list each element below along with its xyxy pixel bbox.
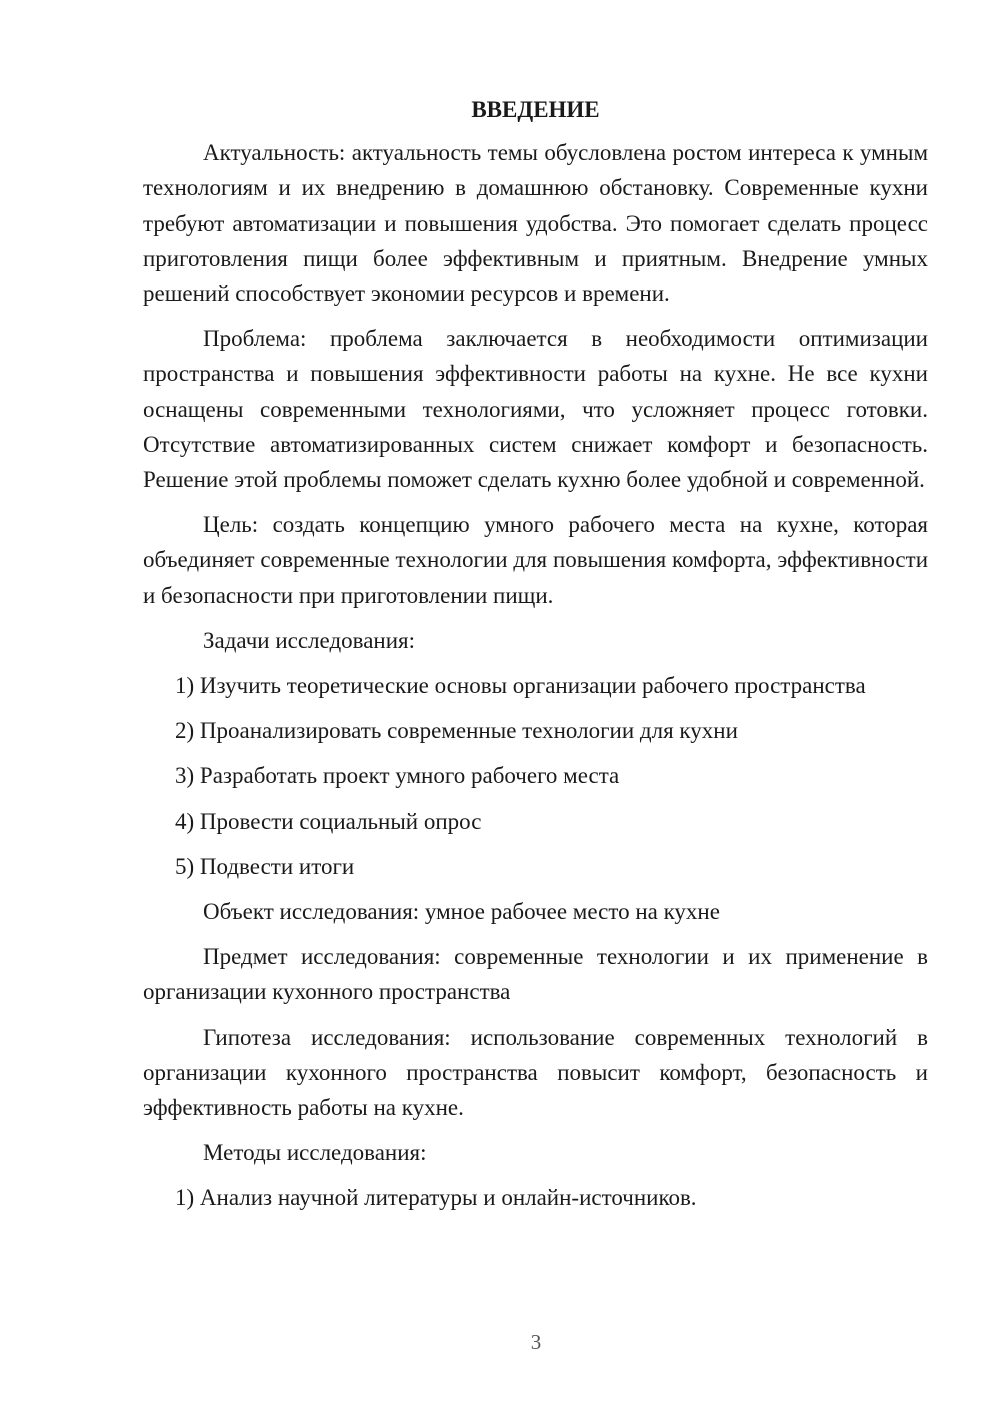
hypothesis-paragraph: Гипотеза исследования: использование современных технологий в организации кухонного пространства повысит комфорт, безопасность и эффективность работы на кухне. [143, 1024, 928, 1121]
section-title: ВВЕДЕНИЕ [471, 97, 600, 122]
task-item-3: 3) Разработать проект умного рабочего места [175, 763, 620, 789]
task-item-1: 1) Изучить теоретические основы организации рабочего пространства [175, 673, 866, 699]
page-number: 3 [530, 1330, 542, 1354]
object-paragraph: Объект исследования: умное рабочее место на кухне [203, 899, 720, 925]
tasks-heading: Задачи исследования: [203, 627, 416, 653]
problem-paragraph: Проблема: проблема заключается в необходимости оптимизации пространства и повышения эффективности работы на кухне. Не все кухни оснащены современными технологиями, что усложняет процесс готовки. Отсутствие автоматизированных систем снижает комфорт и безопасность. Решение этой проблемы поможет сделать кухню более удобной и современной. [143, 326, 928, 493]
methods-heading: Методы исследования: [203, 1140, 427, 1166]
goal-paragraph: Цель: создать концепцию умного рабочего места на кухне, которая объединяет современные технологии для повышения комфорта, эффективности и безопасности при приготовлении пищи. [143, 512, 928, 608]
subject-paragraph: Предмет исследования: современные технологии и их применение в организации кухонного пространства [143, 944, 928, 1005]
relevance-paragraph: Актуальность: актуальность темы обусловлена ростом интереса к умным технологиям и их внедрению в домашнюю обстановку. Современные кухни требуют автоматизации и повышения удобства. Это помогает сделать процесс приготовления пищи более эффективным и приятным. Внедрение умных решений способствует экономии ресурсов и времени. [143, 140, 928, 307]
task-item-5: 5) Подвести итоги [175, 853, 355, 879]
method-item-1: 1) Анализ научной литературы и онлайн-источников. [175, 1185, 697, 1211]
task-item-4: 4) Провести социальный опрос [175, 808, 482, 834]
task-item-2: 2) Проанализировать современные технологии для кухни [175, 718, 738, 744]
document-page [143, 92, 928, 1226]
